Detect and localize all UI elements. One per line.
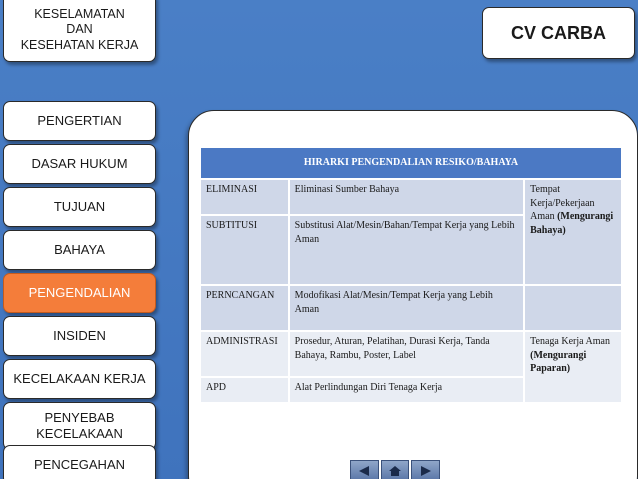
description-cell: Eliminasi Sumber Bahaya [289, 179, 524, 215]
description-cell: Substitusi Alat/Mesin/Bahan/Tempat Kerja yang Lebih Aman [289, 215, 524, 285]
sidebar-item-kecelakaan-kerja[interactable]: KECELAKAAN KERJA [3, 359, 156, 399]
arrow-left-icon [357, 465, 371, 477]
sidebar-item-penyebab-kecelakaan[interactable]: PENYEBAB KECELAKAAN [3, 402, 156, 450]
group-text: Tenaga Kerja Aman [530, 336, 610, 347]
next-button[interactable] [411, 460, 440, 479]
sidebar-item-pengertian[interactable]: PENGERTIAN [3, 101, 156, 141]
group-cell-bahaya [524, 179, 622, 285]
sidebar-item-insiden[interactable]: INSIDEN [3, 316, 156, 356]
sidebar-item-tujuan[interactable]: TUJUAN [3, 187, 156, 227]
table-row [200, 285, 622, 331]
sidebar-item-pengendalian[interactable]: PENGENDALIAN [3, 273, 156, 313]
group-emphasis: (Mengurangi Paparan) [530, 349, 587, 374]
table-row [200, 331, 622, 377]
level-cell: APD [200, 377, 289, 403]
table-title: HIRARKI PENGENDALIAN RESIKO/BAHAYA [200, 147, 622, 179]
level-cell: ADMINISTRASI [200, 331, 289, 377]
page-title: KESELAMATAN DAN KESEHATAN KERJA [3, 0, 156, 62]
sidebar-item-dasar-hukum[interactable]: DASAR HUKUM [3, 144, 156, 184]
table-row [200, 179, 622, 215]
home-icon [388, 465, 402, 477]
arrow-right-icon [419, 465, 433, 477]
group-cell-paparan [524, 331, 622, 403]
level-cell: PERNCANGAN [200, 285, 289, 331]
group-text: Tempat Kerja/Pekerjaan Aman [530, 184, 595, 222]
previous-button[interactable] [350, 460, 379, 479]
home-button[interactable] [381, 460, 410, 479]
description-cell: Alat Perlindungan Diri Tenaga Kerja [289, 377, 524, 403]
description-cell: Modofikasi Alat/Mesin/Tempat Kerja yang Lebih Aman [289, 285, 524, 331]
empty-cell [524, 285, 622, 331]
company-name: CV CARBA [482, 7, 635, 59]
level-cell: ELIMINASI [200, 179, 289, 215]
sidebar-item-pencegahan[interactable]: PENCEGAHAN [3, 445, 156, 479]
slide-navigation [350, 460, 440, 479]
description-cell: Prosedur, Aturan, Pelatihan, Durasi Kerja, Tanda Bahaya, Rambu, Poster, Label [289, 331, 524, 377]
level-cell: SUBTITUSI [200, 215, 289, 285]
group-emphasis: (Mengurangi Bahaya) [530, 211, 614, 236]
risk-control-hierarchy-table [199, 146, 623, 404]
sidebar-item-bahaya[interactable]: BAHAYA [3, 230, 156, 270]
